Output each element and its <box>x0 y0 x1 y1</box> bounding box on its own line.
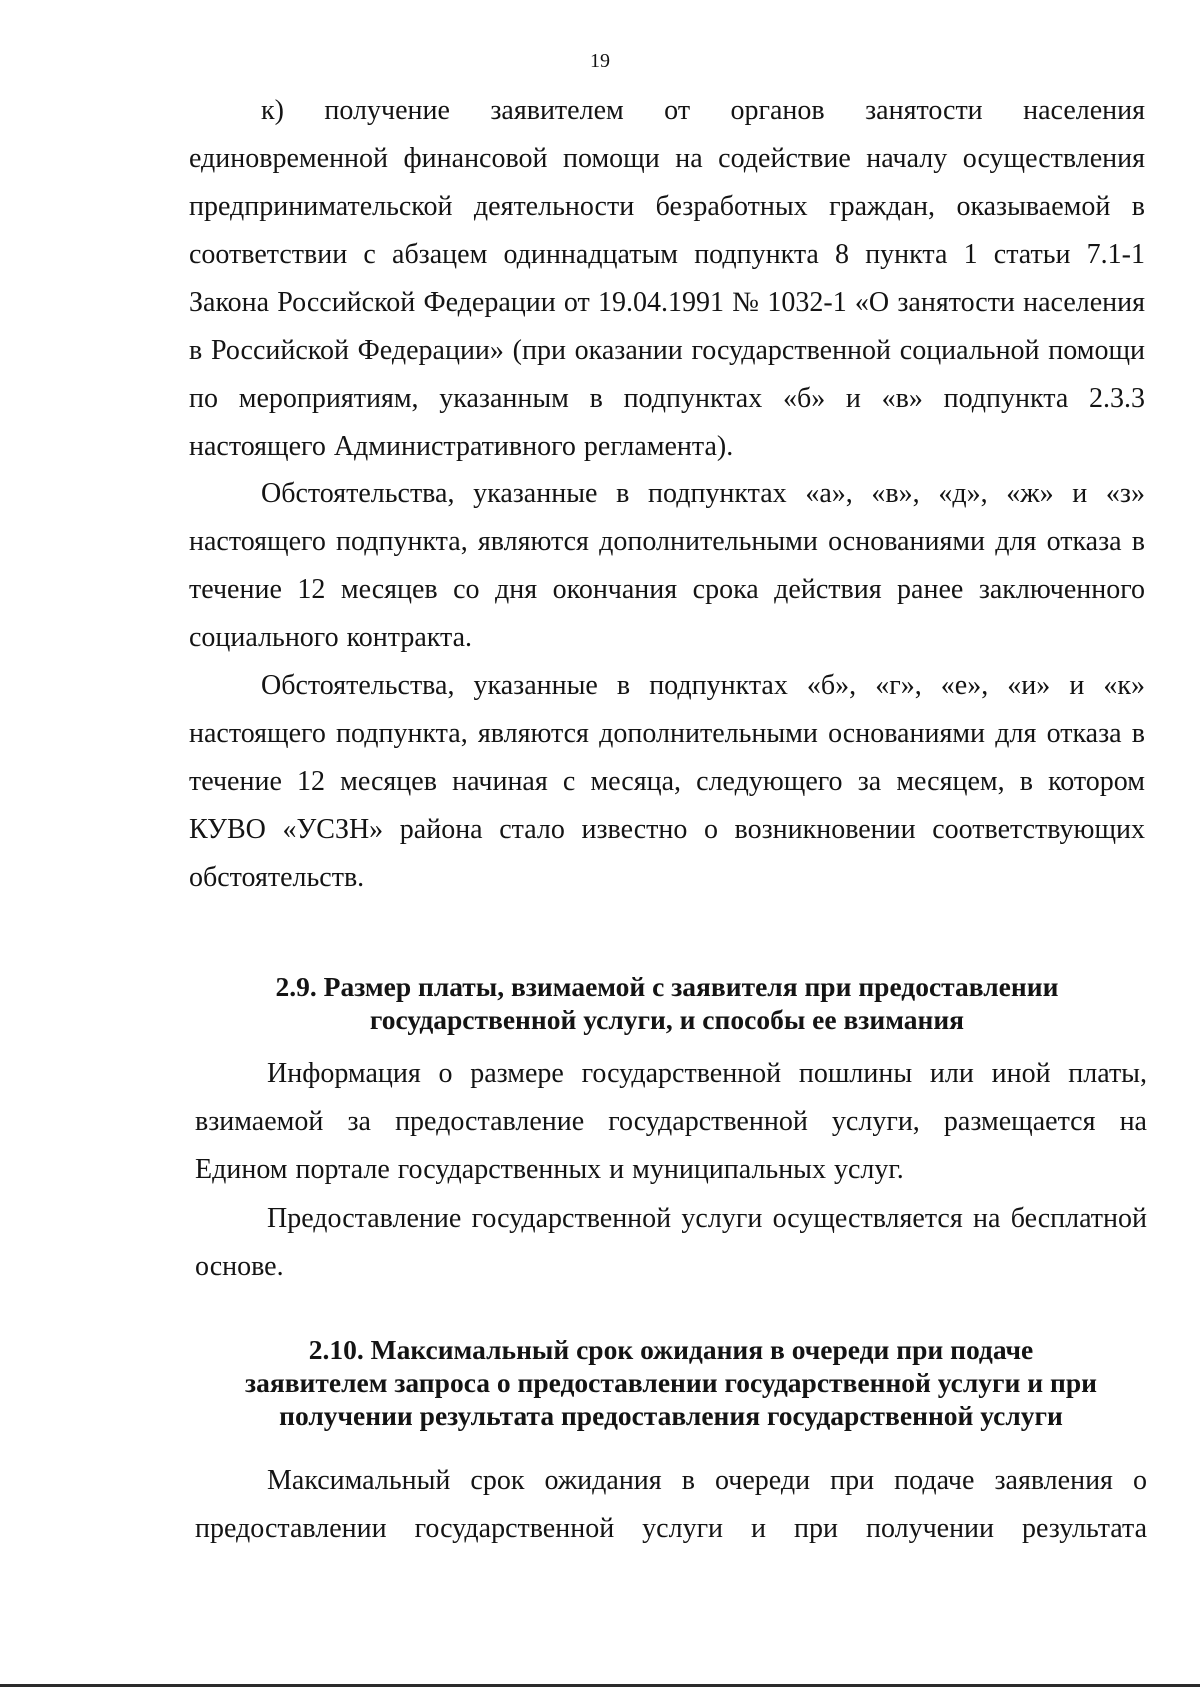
scan-edge-line <box>0 1684 1200 1687</box>
section-heading-2-9-line-1: 2.9. Размер платы, взимаемой с заявителя при предоставлении <box>275 971 1059 1002</box>
section-heading-2-10-line-3: получении результата предоставления государственной услуги <box>279 1400 1063 1431</box>
section-heading-2-9 <box>189 970 1145 1036</box>
section-heading-2-10-line-2: заявителем запроса о предоставлении государственной услуги и при <box>245 1367 1097 1398</box>
section-heading-2-10-line-1: 2.10. Максимальный срок ожидания в очереди при подаче <box>308 1334 1034 1365</box>
paragraph-max-wait-time: Максимальный срок ожидания в очереди при подаче заявления о предоставлении государственной услуги и при получении результата <box>195 1465 1147 1544</box>
paragraph-free-of-charge: Предоставление государственной услуги осуществляется на бесплатной основе. <box>195 1203 1147 1282</box>
paragraph-circumstances-1: Обстоятельства, указанные в подпунктах «а», «в», «д», «ж» и «з» настоящего подпункта, являются дополнительными основаниями для отказа в течение 12 месяцев со дня окончания срока действия ранее заключенного социального контракта. <box>189 478 1145 653</box>
section-heading-2-10 <box>195 1333 1147 1432</box>
section-heading-2-9-line-2: государственной услуги, и способы ее взимания <box>369 1004 965 1035</box>
paragraph-item-k: к) получение заявителем от органов занятости населения единовременной финансовой помощи на содействие началу осуществления предпринимательской деятельности безработных граждан, оказываемой в соответствии с абзацем одиннадцатым подпункта 8 пункта 1 статьи 7.1-1 Закона Российской Федерации от 19.04.1991 № 1032-1 «О занятости населения в Российской Федерации» (при оказании государственной социальной помощи по мероприятиям, указанным в подпунктах «б» и «в» подпункта 2.3.3 настоящего Административного регламента). <box>189 95 1145 462</box>
paragraph-fee-information: Информация о размере государственной пошлины или иной платы, взимаемой за предоставление государственной услуги, размещается на Едином портале государственных и муниципальных услуг. <box>195 1058 1147 1185</box>
page-number: 19 <box>590 50 610 72</box>
paragraph-circumstances-2: Обстоятельства, указанные в подпунктах «б», «г», «е», «и» и «к» настоящего подпункта, являются дополнительными основаниями для отказа в течение 12 месяцев начиная с месяца, следующего за месяцем, в котором КУВО «УСЗН» района стало известно о возникновении соответствующих обстоятельств. <box>189 670 1145 893</box>
